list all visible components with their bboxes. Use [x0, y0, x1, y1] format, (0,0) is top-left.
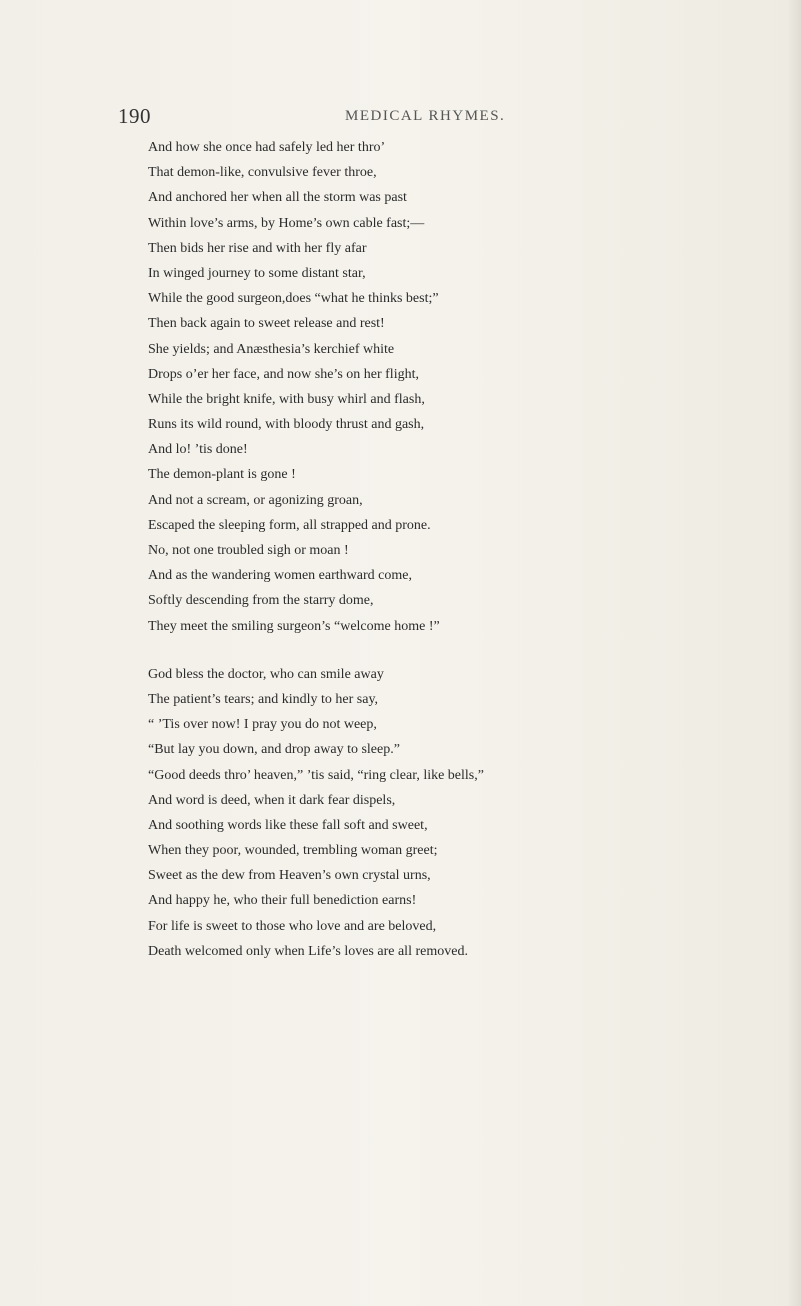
poem-line: The patient’s tears; and kindly to her say,: [148, 691, 379, 707]
poem-line: And soothing words like these fall soft and sweet,: [148, 817, 428, 833]
poem-line: God bless the doctor, who can smile away: [148, 666, 384, 682]
poem-line: And anchored her when all the storm was past: [148, 190, 407, 206]
poem-line: No, not one troubled sigh or moan !: [148, 543, 349, 558]
poem-line: Death welcomed only when Life’s loves are all removed.: [148, 943, 468, 959]
poem-line: That demon-like, convulsive fever throe,: [148, 165, 377, 181]
poem-line: They meet the smiling surgeon’s “welcome home !”: [148, 618, 440, 634]
poem-line: And how she once had safely led her thro’: [148, 140, 386, 155]
poem-line: And word is deed, when it dark fear dispels,: [148, 792, 396, 808]
poem-line: And happy he, who their full benediction earns!: [148, 893, 417, 909]
poem-line: In winged journey to some distant star,: [148, 265, 366, 281]
poem-line: And as the wandering women earthward come,: [148, 568, 412, 584]
poem-line: When they poor, wounded, trembling woman greet;: [148, 843, 438, 859]
poem-line: Then back again to sweet release and rest!: [148, 316, 385, 332]
poem-line: Escaped the sleeping form, all strapped and prone.: [148, 517, 431, 533]
running-title: MEDICAL RHYMES.: [345, 108, 506, 124]
poem-line: “ ’Tis over now! I pray you do not weep,: [148, 717, 377, 733]
poem-line: The demon-plant is gone !: [148, 467, 296, 483]
poem-line: While the good surgeon,does “what he thinks best;”: [148, 291, 439, 307]
stanza-1: [148, 135, 798, 639]
poem-line: “But lay you down, and drop away to sleep.”: [148, 742, 400, 758]
stanza-2: [148, 662, 798, 964]
page-number: 190: [118, 104, 151, 128]
poem-line: And not a scream, or agonizing groan,: [148, 492, 363, 508]
poem-line: Softly descending from the starry dome,: [148, 593, 374, 609]
poem-line: Runs its wild round, with bloody thrust and gash,: [148, 417, 425, 433]
poem-line: Drops o’er her face, and now she’s on her flight,: [148, 366, 419, 382]
poem-line: And lo! ’tis done!: [148, 442, 248, 458]
poem-line: Within love’s arms, by Home’s own cable fast;—: [148, 215, 425, 231]
poem-line: Sweet as the dew from Heaven’s own crystal urns,: [148, 868, 431, 884]
poem-line: While the bright knife, with busy whirl and flash,: [148, 391, 425, 407]
poem-line: Then bids her rise and with her fly afar: [148, 240, 367, 256]
poem: [148, 135, 798, 964]
poem-line: She yields; and Anæsthesia’s kerchief white: [148, 341, 395, 357]
poem-line: For life is sweet to those who love and are beloved,: [148, 918, 437, 934]
poem-line: “Good deeds thro’ heaven,” ’tis said, “ring clear, like bells,”: [148, 767, 484, 783]
